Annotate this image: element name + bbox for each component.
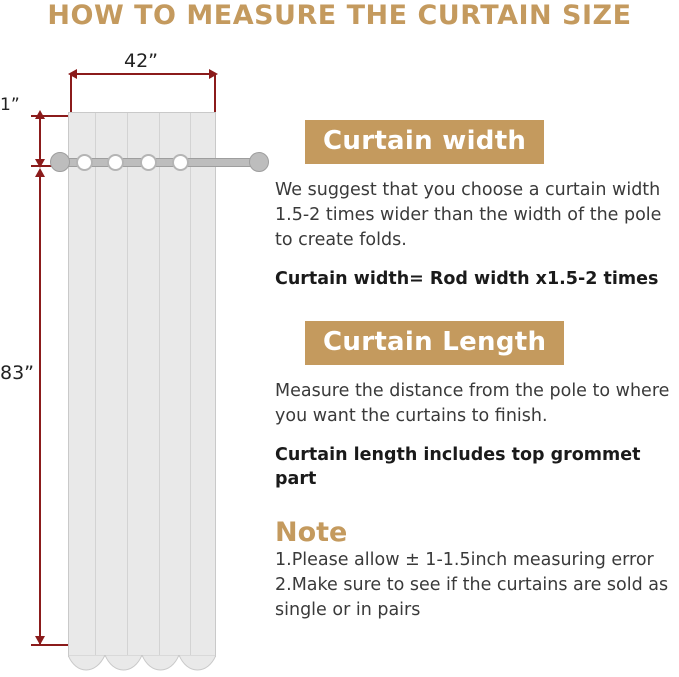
- curtain-length-paragraph: Measure the distance from the pole to where you want the curtains to finish.: [275, 381, 670, 426]
- grommet-icon: [76, 154, 93, 171]
- width-dimension-line: [70, 73, 216, 75]
- curtain-length-formula: Curtain length includes top grommet part: [275, 445, 641, 489]
- grommet-icon: [172, 154, 189, 171]
- note-line-2: 2.Make sure to see if the curtains are sold as single or in pairs: [275, 575, 669, 620]
- curtain-width-heading-wrap: [270, 120, 679, 164]
- curtain-width-heading: Curtain width: [305, 120, 544, 164]
- width-extension-left: [70, 73, 72, 113]
- note-line-1: 1.Please allow ± 1-1.5inch measuring error: [275, 550, 654, 570]
- curtain-fold: [190, 113, 191, 657]
- height-dimension-line: [39, 174, 41, 646]
- curtain-fold: [95, 113, 96, 657]
- drop-dimension-label: 1”: [0, 95, 20, 115]
- height-extension-bottom: [31, 644, 71, 646]
- curtain-hem: [68, 655, 216, 677]
- curtain-fold: [159, 113, 160, 657]
- page-title: HOW TO MEASURE THE CURTAIN SIZE: [47, 0, 632, 31]
- curtain-width-paragraph: We suggest that you choose a curtain width 1.5-2 times wider than the width of the pole to create folds.: [275, 180, 662, 250]
- note-title: Note: [275, 517, 348, 548]
- width-extension-right: [214, 73, 216, 113]
- drop-dimension-line: [39, 116, 41, 164]
- rod-finial-right: [249, 152, 269, 172]
- curtain-fold: [127, 113, 128, 657]
- height-dimension-label: 83”: [0, 362, 35, 384]
- curtain-length-heading: Curtain Length: [305, 321, 564, 365]
- curtain-length-heading-wrap: [270, 321, 679, 365]
- width-dimension-label: 42”: [124, 50, 159, 72]
- height-arrow-up-icon: [35, 168, 45, 177]
- rod-finial-left: [50, 152, 70, 172]
- curtain-panel: [68, 112, 216, 657]
- drop-extension-top: [31, 115, 71, 117]
- grommet-icon: [140, 154, 157, 171]
- instructions-column: [270, 120, 679, 623]
- curtain-diagram: [0, 44, 270, 661]
- grommet-icon: [107, 154, 124, 171]
- curtain-width-formula: Curtain width= Rod width x1.5-2 times: [275, 269, 659, 289]
